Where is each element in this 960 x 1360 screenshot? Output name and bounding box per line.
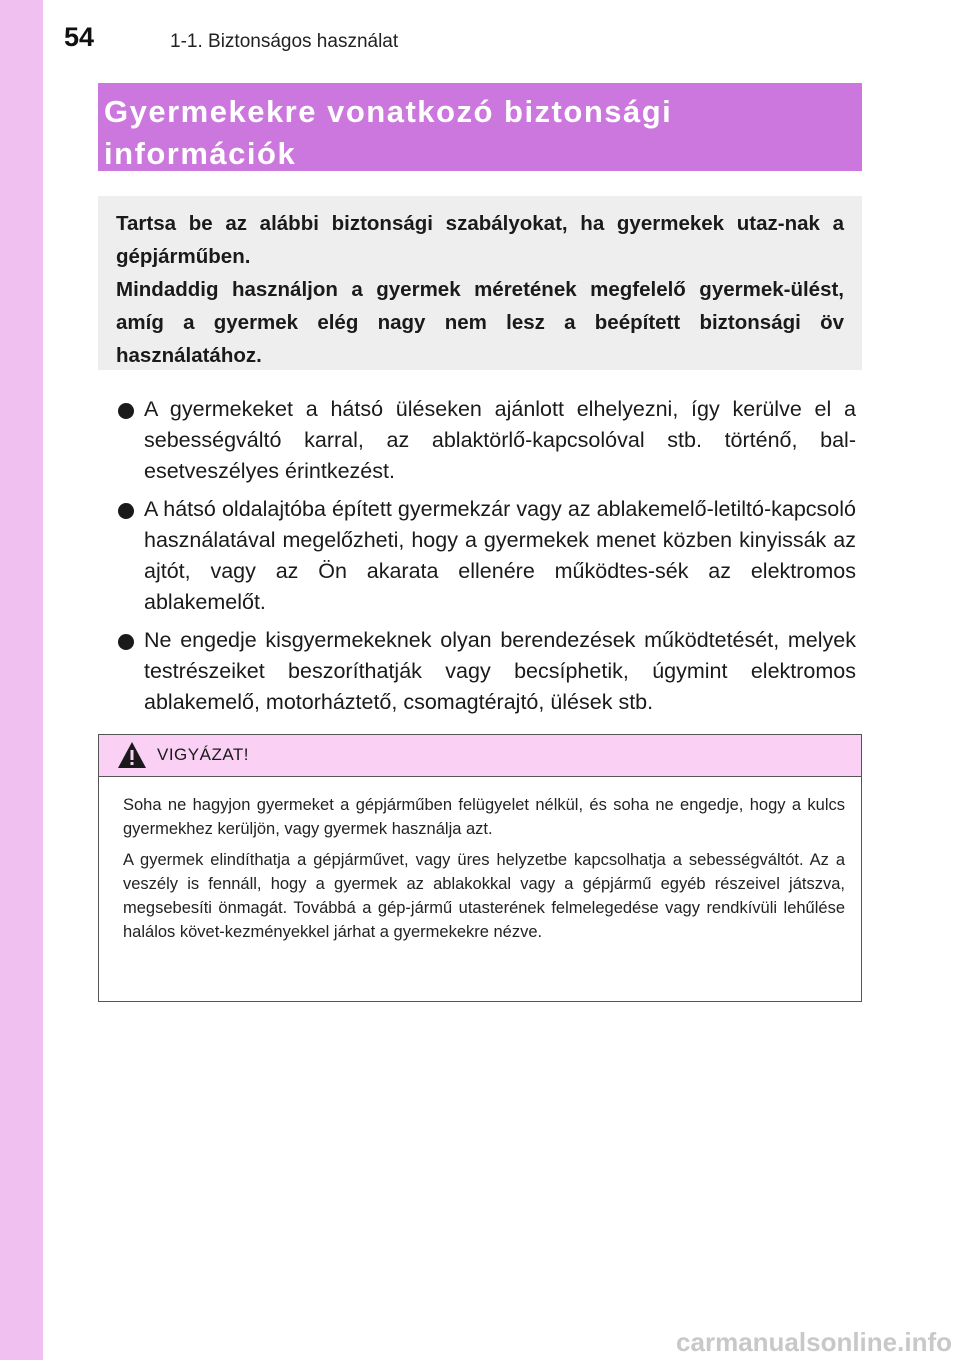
list-item (118, 625, 856, 718)
intro-paragraph-1: Tartsa be az alábbi biztonsági szabályokat, ha gyermekek utaz-nak a gépjárműben. (116, 212, 844, 268)
list-item (118, 494, 856, 618)
title-band (98, 83, 862, 171)
bullet-dot-icon (118, 503, 134, 519)
page-number: 54 (64, 22, 95, 52)
list-item (118, 394, 856, 487)
intro-paragraph-2: Mindaddig használjon a gyermek méretének megfelelő gyermek-ülést, amíg a gyermek elég nagy nem lesz a beépített biztonsági öv használatához. (116, 278, 844, 367)
page-title-line2: információk (104, 136, 297, 171)
intro-box (98, 196, 862, 370)
warning-box (98, 734, 862, 1002)
warning-paragraph-2: A gyermek elindíthatja a gépjárművet, vagy üres helyzetbe kapcsolhatja a sebességváltót. Az a veszély is fennáll, hogy a gyermek az ablakokkal vagy a gépjármű egyéb részeivel játszva, megsebesíti önmagát. Továbbá a gép-jármű utasterének felmelegedése vagy rendkívüli lehűlése halálos követ-kezményekkel járhat a gyermekekre nézve. (123, 851, 845, 941)
bullet-list (118, 394, 856, 725)
bullet-dot-icon (118, 634, 134, 650)
warning-body (99, 777, 861, 944)
warning-label: VIGYÁZAT! (157, 745, 250, 764)
side-tab-strip (0, 0, 43, 1360)
list-item-text: Ne engedje kisgyermekeknek olyan berendezések működtetését, melyek testrészeiket beszoríthatják vagy becsíphetik, úgymint elektromos ablakemelő, motorháztető, csomagtérajtó, ülések stb. (144, 628, 856, 714)
list-item-text: A hátsó oldalajtóba épített gyermekzár vagy az ablakemelő-letiltó-kapcsoló használatával megelőzheti, hogy a gyermekek menet közben kinyissák az ajtót, vagy az Ön akarata ellenére működtes-sék az elektromos ablakemelőt. (144, 497, 856, 614)
warning-triangle-icon (117, 741, 147, 769)
list-item-text: A gyermekeket a hátsó üléseken ajánlott elhelyezni, így kerülve el a sebességváltó karral, az ablaktörlő-kapcsolóval stb. történő, bal-esetveszélyes érintkezést. (144, 397, 856, 483)
section-title: 1-1. Biztonságos használat (170, 31, 399, 52)
warning-paragraph-1: Soha ne hagyjon gyermeket a gépjárműben felügyelet nélkül, és soha ne engedje, hogy a kulcs gyermekhez kerüljön, vagy gyermek használja azt. (123, 796, 845, 838)
footer-watermark: carmanualsonline.info (676, 1327, 952, 1357)
page-title-line1: Gyermekekre vonatkozó biztonsági (104, 94, 673, 129)
bullet-dot-icon (118, 403, 134, 419)
warning-header (99, 735, 861, 777)
